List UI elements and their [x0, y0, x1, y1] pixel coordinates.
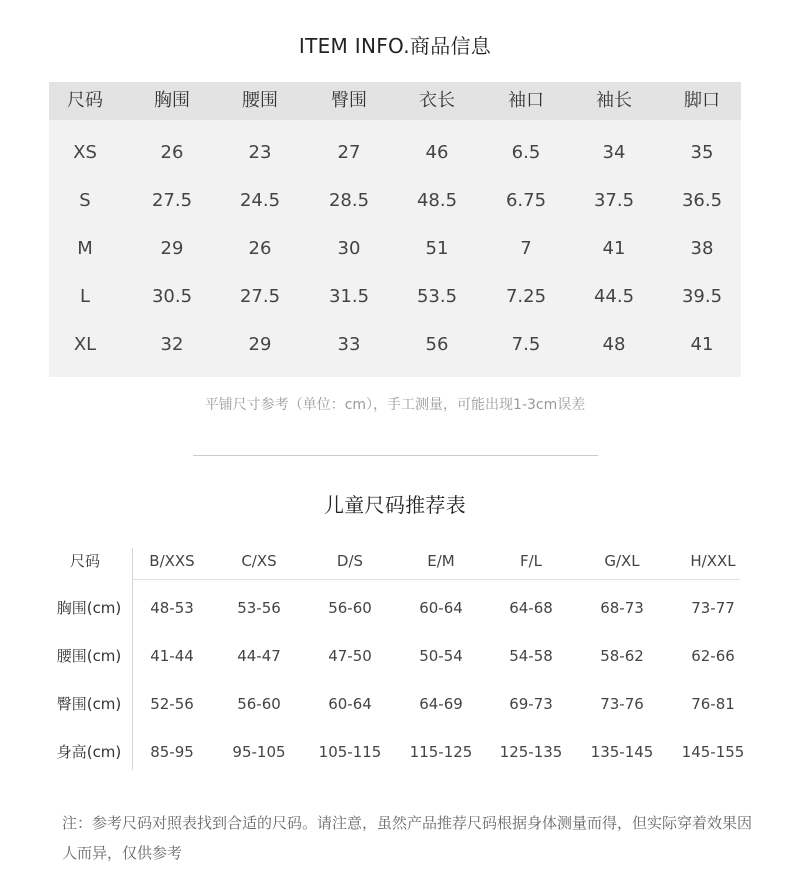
measurement-cell: 37.5 — [593, 190, 635, 211]
size-range-cell: 54-58 — [509, 647, 553, 665]
size-range-cell: 76-81 — [691, 695, 735, 713]
garment-header-cell: 脚口 — [684, 90, 720, 111]
size-range-cell: 73-77 — [691, 599, 735, 617]
size-range-cell: 56-60 — [328, 599, 372, 617]
size-range-cell: 105-115 — [318, 743, 382, 761]
size-range-cell: 53-56 — [237, 599, 281, 617]
size-range-cell: 95-105 — [232, 743, 286, 761]
measurement-cell: 26 — [160, 142, 184, 163]
measurement-cell: 27.5 — [151, 190, 193, 211]
body-measure-label: 身高(cm) — [56, 743, 122, 761]
measurement-cell: 56 — [425, 334, 449, 355]
item-info-title: ITEM INFO.商品信息 — [298, 34, 492, 58]
measurement-cell: 48 — [602, 334, 626, 355]
measurement-cell: 51 — [425, 238, 449, 259]
measurement-cell: 6.5 — [511, 142, 541, 163]
garment-header-cell: 尺码 — [67, 90, 103, 111]
measurement-cell: 30.5 — [151, 286, 193, 307]
table-row — [49, 230, 741, 268]
body-measure-label: 臀围(cm) — [56, 695, 122, 713]
kids-table-header-row — [0, 546, 790, 576]
measurement-cell: 24.5 — [239, 190, 281, 211]
size-range-cell: 85-95 — [150, 743, 194, 761]
kids-header-cell: 尺码 — [69, 552, 101, 570]
measurement-cell: 38 — [690, 238, 714, 259]
measurement-cell: 36.5 — [681, 190, 723, 211]
measurement-cell: 7.5 — [511, 334, 541, 355]
size-range-cell: 58-62 — [600, 647, 644, 665]
size-range-cell: 64-68 — [509, 599, 553, 617]
garment-header-cell: 臀围 — [331, 90, 367, 111]
garment-header-cell: 衣长 — [419, 90, 455, 111]
garment-header-cell: 袖长 — [596, 90, 632, 111]
size-range-cell: 41-44 — [150, 647, 194, 665]
table-row — [49, 134, 741, 172]
size-range-cell: 115-125 — [409, 743, 473, 761]
size-range-cell: 47-50 — [328, 647, 372, 665]
measurement-cell: 26 — [248, 238, 272, 259]
size-label-cell: M — [77, 238, 93, 259]
measurement-cell: 53.5 — [416, 286, 458, 307]
kids-header-cell: H/XXL — [690, 552, 736, 570]
kids-size-table — [0, 540, 790, 780]
garment-header-cell: 胸围 — [154, 90, 190, 111]
table-row — [0, 593, 790, 623]
size-range-cell: 44-47 — [237, 647, 281, 665]
measurement-cell: 48.5 — [416, 190, 458, 211]
measurement-cell: 34 — [602, 142, 626, 163]
garment-header-cell: 腰围 — [242, 90, 278, 111]
size-label-cell: XL — [73, 334, 97, 355]
kids-header-cell: G/XL — [604, 552, 640, 570]
size-label-cell: L — [79, 286, 91, 307]
measurement-note: 平铺尺寸参考（单位：cm），手工测量，可能出现1-3cm误差 — [204, 397, 586, 413]
kids-size-title: 儿童尺码推荐表 — [323, 493, 467, 517]
size-range-cell: 135-145 — [590, 743, 654, 761]
size-range-cell: 50-54 — [419, 647, 463, 665]
table-row — [0, 689, 790, 719]
size-range-cell: 62-66 — [691, 647, 735, 665]
size-range-cell: 56-60 — [237, 695, 281, 713]
body-measure-label: 胸围(cm) — [56, 599, 122, 617]
measurement-cell: 41 — [602, 238, 626, 259]
measurement-cell: 27 — [337, 142, 361, 163]
measurement-cell: 39.5 — [681, 286, 723, 307]
measurement-cell: 33 — [337, 334, 361, 355]
kids-header-cell: D/S — [336, 552, 364, 570]
measurement-cell: 30 — [337, 238, 361, 259]
garment-header-cell: 袖口 — [508, 90, 544, 111]
size-range-cell: 68-73 — [600, 599, 644, 617]
kids-header-cell: F/L — [519, 552, 543, 570]
measurement-cell: 29 — [160, 238, 184, 259]
measurement-cell: 32 — [160, 334, 184, 355]
measurement-cell: 6.75 — [505, 190, 547, 211]
size-range-cell: 60-64 — [419, 599, 463, 617]
measurement-cell: 46 — [425, 142, 449, 163]
size-label-cell: XS — [73, 142, 97, 163]
kids-header-cell: B/XXS — [149, 552, 195, 570]
size-label-cell: S — [79, 190, 91, 211]
size-disclaimer-note: 注：参考尺码对照表找到合适的尺码。请注意，虽然产品推荐尺码根据身体测量而得，但实际穿着效果因人而异，仅供参考 — [62, 814, 753, 862]
measurement-cell: 7 — [520, 238, 532, 259]
measurement-cell: 7.25 — [505, 286, 547, 307]
measurement-cell: 27.5 — [239, 286, 281, 307]
size-range-cell: 125-135 — [499, 743, 563, 761]
measurement-cell: 29 — [248, 334, 272, 355]
size-range-cell: 48-53 — [150, 599, 194, 617]
size-range-cell: 52-56 — [150, 695, 194, 713]
table-row — [0, 641, 790, 671]
kids-table-header-line — [132, 579, 740, 580]
table-row — [49, 278, 741, 316]
size-range-cell: 145-155 — [681, 743, 745, 761]
size-range-cell: 69-73 — [509, 695, 553, 713]
measurement-cell: 23 — [248, 142, 272, 163]
table-row — [49, 182, 741, 220]
measurement-cell: 28.5 — [328, 190, 370, 211]
measurement-cell: 44.5 — [593, 286, 635, 307]
measurement-cell: 31.5 — [328, 286, 370, 307]
kids-header-cell: E/M — [427, 552, 455, 570]
garment-size-table — [49, 82, 741, 377]
measurement-cell: 35 — [690, 142, 714, 163]
size-range-cell: 60-64 — [328, 695, 372, 713]
body-measure-label: 腰围(cm) — [56, 647, 122, 665]
table-row — [0, 737, 790, 767]
garment-size-table-header — [49, 82, 741, 120]
table-row — [49, 326, 741, 364]
measurement-cell: 41 — [690, 334, 714, 355]
size-range-cell: 73-76 — [600, 695, 644, 713]
section-divider — [193, 455, 598, 456]
size-range-cell: 64-69 — [419, 695, 463, 713]
kids-header-cell: C/XS — [241, 552, 277, 570]
